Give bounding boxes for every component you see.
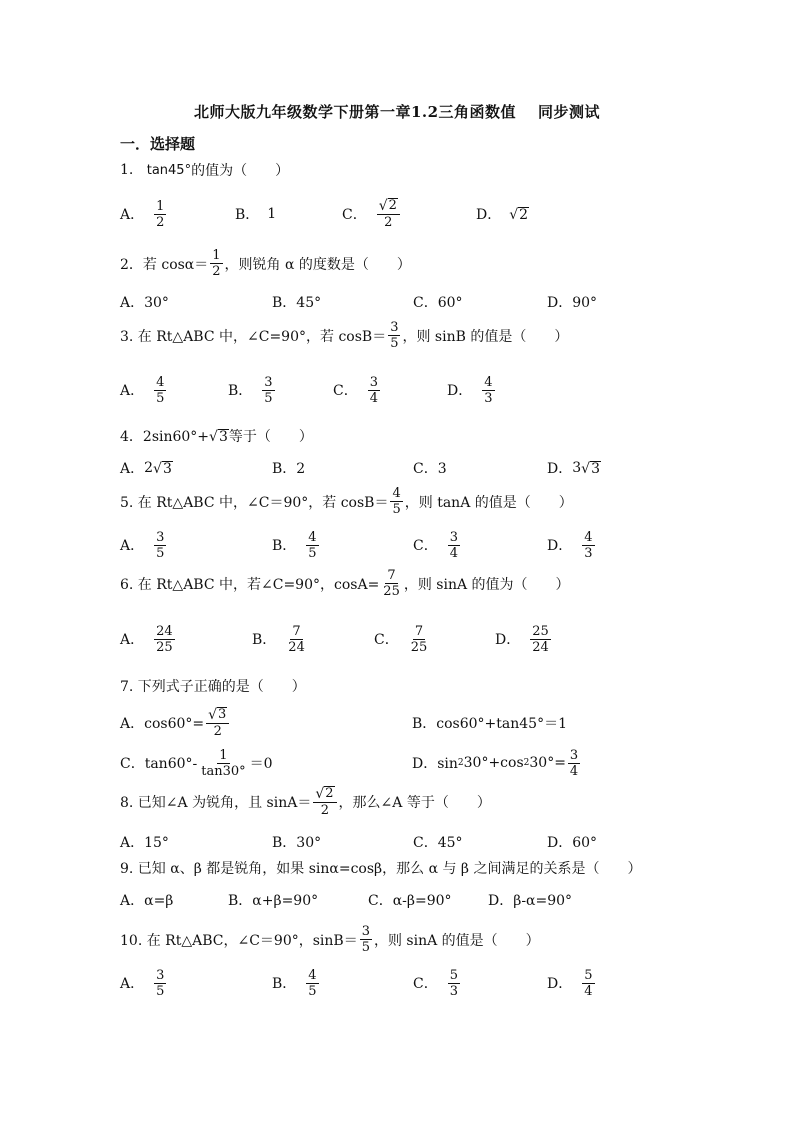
option-b[interactable]: B．α+β=90° (228, 893, 319, 909)
option-a[interactable]: A． $\frac{24}{25}$ (120, 623, 173, 655)
option-d[interactable]: D． $\frac{4}{3}$ (547, 529, 593, 561)
question-6: 6. 在 Rt△ABC 中，若∠C=90°，cosA= $\frac{7}{25}$ ，则 sinA 的值为（ ） (120, 568, 570, 599)
question-6-options (120, 616, 680, 662)
option-a[interactable]: A．α=β (120, 893, 174, 909)
option-b[interactable]: B． $\frac{4}{5}$ (272, 529, 317, 561)
option-c[interactable]: C．60° (413, 295, 463, 311)
option-b[interactable]: B． $\frac{4}{5}$ (272, 967, 317, 999)
option-c[interactable]: C． $\frac{7}{25}$ (374, 623, 428, 655)
option-b[interactable]: B．2 (272, 461, 306, 477)
question-10-options (120, 960, 680, 1006)
option-a[interactable]: A． $\frac{3}{5}$ (120, 529, 165, 561)
option-a[interactable]: A．30° (120, 295, 169, 311)
option-c[interactable]: C．α-β=90° (368, 893, 452, 909)
option-a[interactable]: A．cos60°= √ 3 2 (120, 700, 231, 746)
question-2-options (120, 290, 680, 314)
option-d[interactable]: D．sin 2 30°+cos 2 30°= $\frac{3}{4}$ (412, 747, 579, 779)
option-c[interactable]: C． $\frac{5}{3}$ (413, 967, 458, 999)
option-c[interactable]: C． $\frac{3}{4}$ (413, 529, 458, 561)
option-d[interactable]: D． √ 2 (476, 206, 529, 223)
question-1-options (120, 191, 680, 237)
option-c[interactable]: C． $\frac{3}{4}$ (333, 374, 378, 406)
page-title: 北师大版九年级数学下册第一章1.2三角函数值 同步测试 (193, 103, 601, 121)
question-9-options (120, 888, 680, 912)
option-b[interactable]: B． 1 (235, 206, 277, 223)
option-a[interactable]: A． $\frac{4}{5}$ (120, 374, 165, 406)
question-3: 3. 在 Rt△ABC 中，∠C=90°，若 cosB＝ $\frac{3}{5}$ ，则 sinB 的值是（ ） (120, 320, 569, 351)
question-3-options (120, 367, 680, 413)
option-a[interactable]: A．15° (120, 835, 169, 851)
option-b[interactable]: B． $\frac{3}{5}$ (228, 374, 273, 406)
option-d[interactable]: D． $\frac{25}{24}$ (495, 623, 549, 655)
option-b[interactable]: B． $\frac{7}{24}$ (252, 623, 305, 655)
option-d[interactable]: D． 3 √ 3 (547, 460, 600, 477)
question-1: 1. tan45° 的值为（ ） (120, 162, 290, 179)
option-c[interactable]: C．3 (413, 461, 447, 477)
question-8-options (120, 830, 680, 854)
question-5: 5. 在 Rt△ABC 中，∠C＝90°，若 cosB＝ $\frac{4}{5}$ ，则 tanA 的值是（ ） (120, 486, 573, 517)
option-a[interactable]: A． 2 √ 3 (120, 460, 172, 477)
option-b[interactable]: B．45° (272, 295, 322, 311)
option-a[interactable]: A． $\frac{1}{2}$ (120, 198, 165, 230)
question-10: 10. 在 Rt△ABC，∠C＝90°，sinB＝ $\frac{3}{5}$ ，则 sinA 的值是（ ） (120, 924, 540, 955)
option-d[interactable]: D． $\frac{4}{3}$ (447, 374, 493, 406)
question-7-options-row2 (120, 740, 680, 786)
question-8: 8. 已知∠A 为锐角，且 sinA＝ √ 2 2 ，那么∠A 等于（ ） (120, 786, 491, 818)
option-a[interactable]: A． $\frac{3}{5}$ (120, 967, 165, 999)
option-d[interactable]: D．β-α=90° (488, 893, 573, 909)
question-7: 7. 下列式子正确的是（ ） (120, 679, 306, 695)
question-5-options (120, 522, 680, 568)
section-heading: 一．选择题 (120, 135, 196, 153)
option-d[interactable]: D．60° (547, 835, 598, 851)
option-d[interactable]: D． $\frac{5}{4}$ (547, 967, 593, 999)
option-c[interactable]: C．45° (413, 835, 463, 851)
question-2: 2．若 cosα＝ $\frac{1}{2}$ ，则锐角 α 的度数是（ ） (120, 248, 411, 279)
option-d[interactable]: D．90° (547, 295, 598, 311)
option-b[interactable]: B．30° (272, 835, 322, 851)
option-c[interactable]: C． √ 2 2 (342, 191, 402, 237)
option-b[interactable]: B．cos60°+tan45°＝1 (412, 716, 567, 732)
question-4-options (120, 456, 680, 480)
question-9: 9. 已知 α、β 都是锐角，如果 sinα=cosβ，那么 α 与 β 之间满足的关系是（ ） (120, 861, 642, 877)
option-c[interactable]: C．tan60°- $\frac{1}{\tan 30^\circ}$ ＝0 (120, 747, 273, 779)
question-4: 4．2sin60°+ √ 3 等于（ ） (120, 428, 313, 445)
